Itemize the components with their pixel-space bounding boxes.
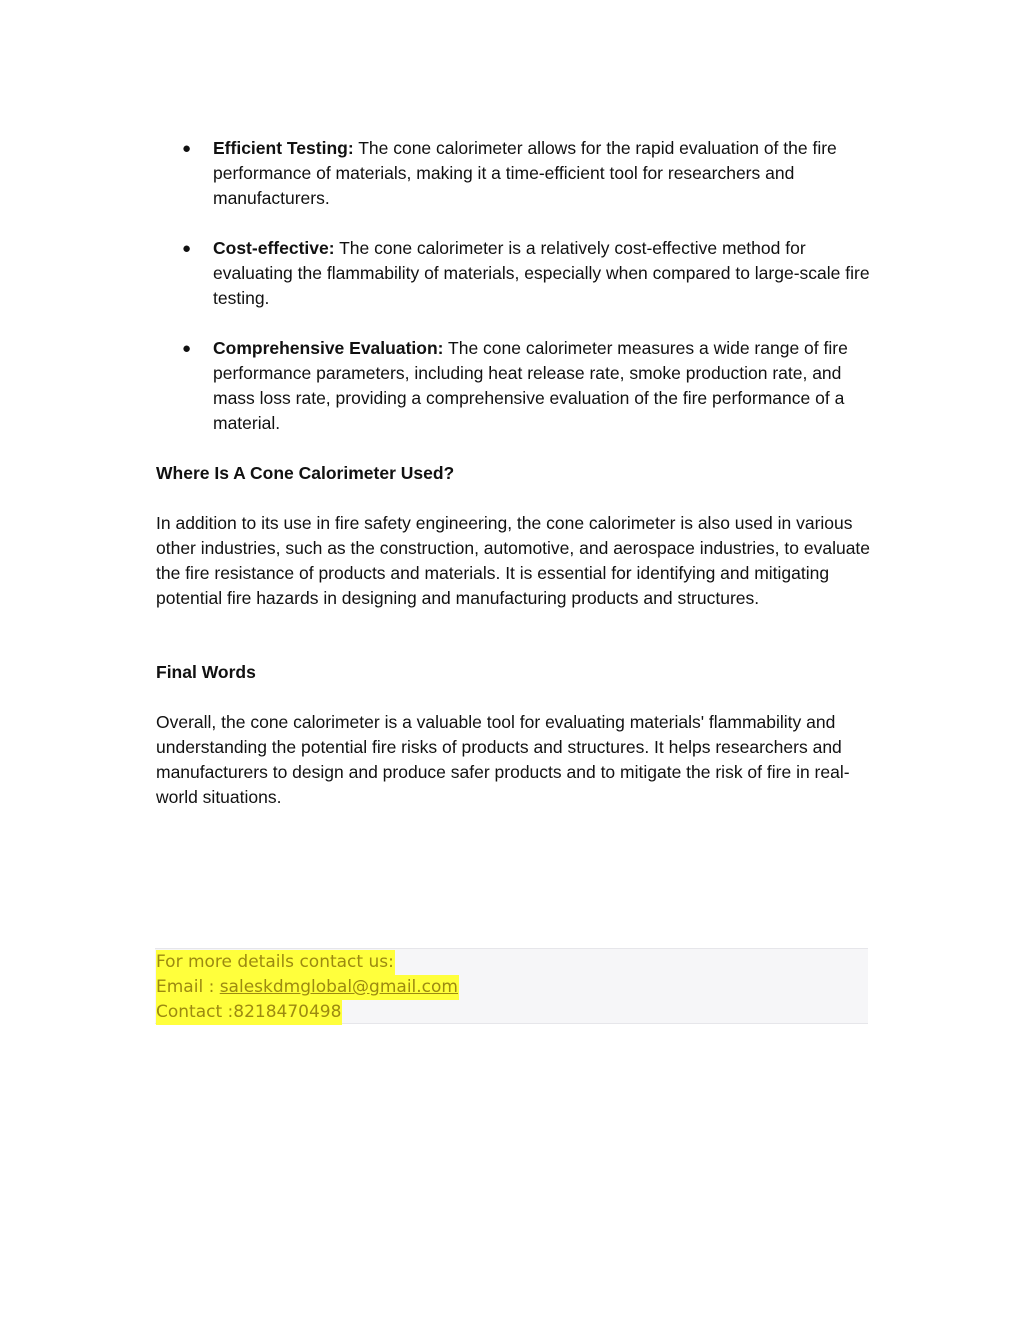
final-paragraph: Overall, the cone calorimeter is a valuable tool for evaluating materials' flammability and understanding the potential fire risks of products and structures. It helps researchers and manufacturers to design and produce safer products and to mitigate the risk of fire in real-world situations.: [156, 712, 850, 807]
contact-heading: For more details contact us:: [156, 950, 395, 975]
where-paragraph: In addition to its use in fire safety engineering, the cone calorimeter is also used in various other industries, such as the construction, automotive, and aerospace industries, to evaluate the fire resistance of products and materials. It is essential for identifying and mitigating potential fire hazards in designing and manufacturing products and structures.: [156, 513, 871, 608]
bullet-icon: ●: [182, 340, 192, 357]
email-line: [156, 975, 459, 1000]
bullet-title: Comprehensive Evaluation:: [213, 338, 444, 358]
contact-box: [155, 948, 868, 1024]
final-heading: Final Words: [156, 662, 256, 682]
bullet-text: The cone calorimeter is a relatively cost-effective method for evaluating the flammability of materials, especially when compared to large-scale fire testing.: [213, 238, 870, 308]
email-label: Email :: [156, 977, 220, 997]
list-item: [156, 236, 872, 311]
list-item: [156, 336, 872, 436]
list-item: [156, 136, 872, 211]
bullet-title: Efficient Testing:: [213, 138, 354, 158]
bullet-text: The cone calorimeter allows for the rapid evaluation of the fire performance of materials, making it a time-efficient tool for researchers and manufacturers.: [213, 138, 837, 208]
bullet-icon: ●: [182, 140, 192, 157]
email-link[interactable]: saleskdmglobal@gmail.com: [219, 977, 458, 997]
bullet-text: The cone calorimeter measures a wide range of fire performance parameters, including heat release rate, smoke production rate, and mass loss rate, providing a comprehensive evaluation of the fire performance of a material.: [213, 338, 848, 433]
phone-line: Contact :8218470498: [156, 1000, 342, 1025]
bullet-icon: ●: [182, 240, 192, 257]
bullet-title: Cost-effective:: [213, 238, 335, 258]
where-heading: Where Is A Cone Calorimeter Used?: [156, 463, 455, 483]
advantages-list: [156, 136, 872, 461]
